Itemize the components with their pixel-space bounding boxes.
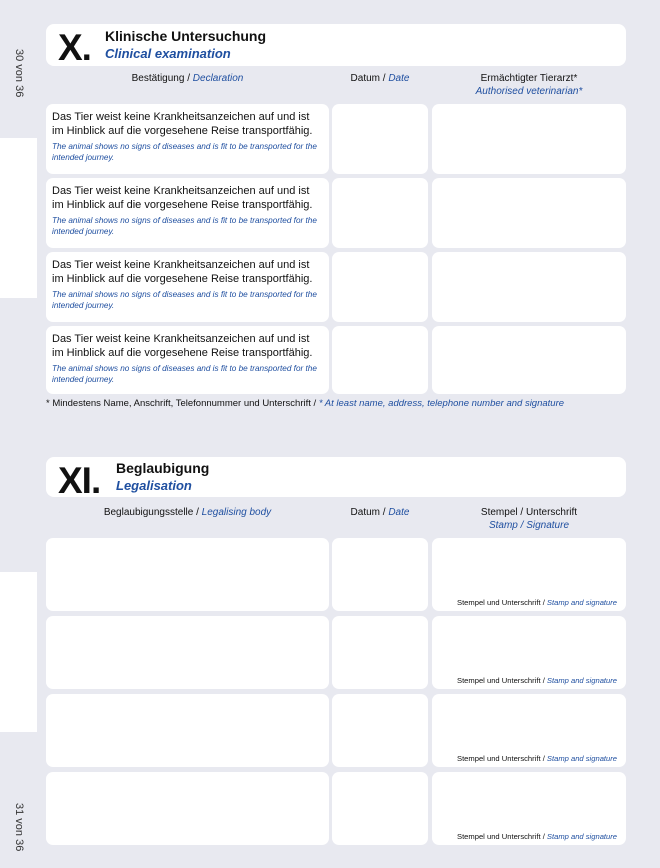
declaration-text-de: Das Tier weist keine Krankheitsanzeichen auf und ist im Hinblick auf die vorgesehene Reise transportfähig. <box>52 185 313 211</box>
section-x-title: Klinische Untersuchung <box>105 28 267 44</box>
legalising-body-field[interactable] <box>46 694 329 767</box>
legalising-body-field[interactable] <box>46 772 329 845</box>
declaration-text-en: The animal shows no signs of diseases and is fit to be transported for the intended journey. <box>52 364 317 384</box>
page-number-bottom: 31 von 36 <box>13 803 25 852</box>
declaration-cell <box>46 326 329 394</box>
date-field[interactable] <box>332 104 428 174</box>
declaration-text-en: The animal shows no signs of diseases and is fit to be transported for the intended journey. <box>52 142 317 162</box>
veterinarian-field[interactable] <box>432 326 626 394</box>
date-field[interactable] <box>332 694 428 767</box>
col-declaration-header: Bestätigung / Declaration <box>131 73 244 84</box>
legalising-body-field[interactable] <box>46 616 329 689</box>
declaration-cell <box>46 178 329 248</box>
col-stamp-header: Stempel / Unterschrift Stamp / Signature <box>480 507 578 531</box>
col-date-header: Datum / Date <box>350 507 410 518</box>
veterinarian-field[interactable] <box>432 178 626 248</box>
date-field[interactable] <box>332 252 428 322</box>
stamp-field[interactable] <box>432 616 626 689</box>
section-xi-title: Beglaubigung <box>116 460 210 476</box>
section-xi-numeral: XI. <box>58 460 101 501</box>
stamp-label: Stempel und Unterschrift / Stamp and signature <box>457 598 617 607</box>
date-field[interactable] <box>332 616 428 689</box>
footnote: * Mindestens Name, Anschrift, Telefonnummer und Unterschrift / * At least name, address, telephone number and signature <box>46 398 565 409</box>
declaration-text-de: Das Tier weist keine Krankheitsanzeichen auf und ist im Hinblick auf die vorgesehene Reise transportfähig. <box>52 111 313 137</box>
col-vet-header: Ermächtigter Tierarzt* Authorised veterinarian* <box>475 73 583 97</box>
side-tab-bottom <box>0 572 37 732</box>
stamp-field[interactable] <box>432 538 626 611</box>
section-x-subtitle: Clinical examination <box>105 46 231 61</box>
section-x-numeral: X. <box>58 27 91 68</box>
section-xi-header <box>46 457 626 501</box>
veterinarian-field[interactable] <box>432 252 626 322</box>
page-number-top: 30 von 36 <box>13 49 25 98</box>
side-tab-top <box>0 138 37 298</box>
stamp-field[interactable] <box>432 772 626 845</box>
section-x-header <box>46 24 626 66</box>
declaration-text-de: Das Tier weist keine Krankheitsanzeichen auf und ist im Hinblick auf die vorgesehene Reise transportfähig. <box>52 333 313 359</box>
declaration-text-de: Das Tier weist keine Krankheitsanzeichen auf und ist im Hinblick auf die vorgesehene Reise transportfähig. <box>52 259 313 285</box>
declaration-cell <box>46 252 329 322</box>
date-field[interactable] <box>332 326 428 394</box>
declaration-cell <box>46 104 329 174</box>
col-legalising-body-header: Beglaubigungsstelle / Legalising body <box>103 507 272 518</box>
legalising-body-field[interactable] <box>46 538 329 611</box>
date-field[interactable] <box>332 538 428 611</box>
date-field[interactable] <box>332 178 428 248</box>
stamp-label: Stempel und Unterschrift / Stamp and signature <box>457 754 617 763</box>
section-xi-subtitle: Legalisation <box>116 478 192 493</box>
stamp-field[interactable] <box>432 694 626 767</box>
declaration-text-en: The animal shows no signs of diseases and is fit to be transported for the intended journey. <box>52 216 317 236</box>
veterinarian-field[interactable] <box>432 104 626 174</box>
col-date-header: Datum / Date <box>350 73 410 84</box>
declaration-text-en: The animal shows no signs of diseases and is fit to be transported for the intended journey. <box>52 290 317 310</box>
stamp-label: Stempel und Unterschrift / Stamp and signature <box>457 832 617 841</box>
stamp-label: Stempel und Unterschrift / Stamp and signature <box>457 676 617 685</box>
date-field[interactable] <box>332 772 428 845</box>
